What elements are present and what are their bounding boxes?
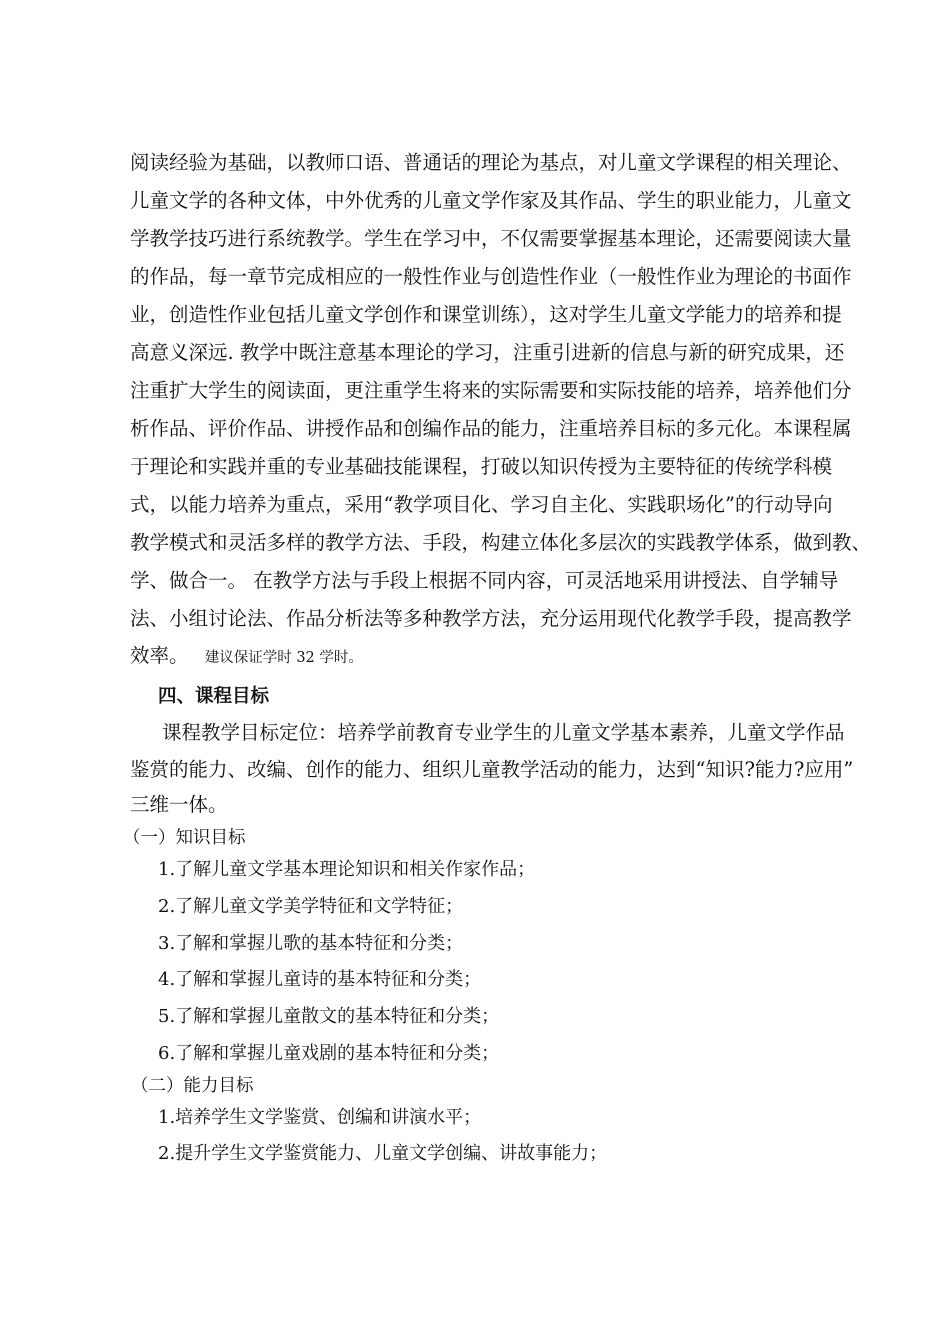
knowledge-goal-item: 4.了解和掌握儿童诗的基本特征和分类； — [158, 969, 482, 990]
paragraph-line: 学、做合一。 在教学方法与手段上根据不同内容，可灵活地采用讲授法、自学辅导 — [130, 569, 839, 592]
intro-line: 鉴赏的能力、改编、创作的能力、组织儿童教学活动的能力，达到“知识?能力?应用” — [130, 758, 854, 781]
knowledge-goals-heading: （一）知识目标 — [123, 828, 246, 848]
paragraph-line: 高意义深远. 教学中既注意基本理论的学习，注重引进新的信息与新的研究成果，还 — [130, 341, 845, 364]
paragraph-line: 业，创造性作业包括儿童文学创作和课堂训练），这对学生儿童文学能力的培养和提 — [130, 303, 842, 326]
knowledge-goal-item: 5.了解和掌握儿童散文的基本特征和分类； — [158, 1006, 500, 1027]
paragraph-line: 注重扩大学生的阅读面，更注重学生将来的实际需要和实际技能的培养，培养他们分 — [130, 379, 852, 402]
knowledge-goal-item: 1.了解儿童文学基本理论知识和相关作家作品； — [158, 859, 536, 880]
intro-line: 课程教学目标定位：培养学前教育专业学生的儿童文学基本素养，儿童文学作品 — [162, 721, 845, 744]
paragraph-line: 析作品、评价作品、讲授作品和创编作品的能力，注重培养目标的多元化。本课程属 — [130, 417, 852, 440]
paragraph-last-line-main: 效率。 — [130, 644, 189, 667]
paragraph-line: 教学模式和灵活多样的教学方法、手段，构建立体化多层次的实践教学体系，做到教、 — [130, 531, 872, 554]
paragraph-line: 于理论和实践并重的专业基础技能课程，打破以知识传授为主要特征的传统学科模 — [130, 455, 833, 478]
ability-goal-item: 2.提升学生文学鉴赏能力、儿童文学创编、讲故事能力； — [158, 1143, 608, 1164]
paragraph-line: 儿童文学的各种文体，中外优秀的儿童文学作家及其作品、学生的职业能力，儿童文 — [130, 189, 852, 212]
knowledge-goal-item: 3.了解和掌握儿歌的基本特征和分类； — [158, 933, 464, 954]
paragraph-line: 法、小组讨论法、作品分析法等多种教学方法，充分运用现代化教学手段，提高教学 — [130, 607, 852, 630]
section-heading: 四、课程目标 — [158, 686, 270, 707]
knowledge-goal-item: 6.了解和掌握儿童戏剧的基本特征和分类； — [158, 1043, 500, 1064]
ability-goal-item: 1.培养学生文学鉴赏、创编和讲演水平； — [158, 1107, 482, 1128]
paragraph-last-line — [130, 643, 363, 671]
paragraph-line: 学教学技巧进行系统教学。学生在学习中，不仅需要掌握基本理论，还需要阅读大量 — [130, 227, 852, 250]
intro-line: 三维一体。 — [130, 793, 228, 816]
paragraph-line: 的作品，每一章节完成相应的一般性作业与创造性作业（一般性作业为理论的书面作 — [130, 265, 852, 288]
study-hours-note: 建议保证学时 32 学时。 — [204, 650, 363, 666]
ability-goals-heading: （二）能力目标 — [131, 1076, 254, 1096]
paragraph-line: 式，以能力培养为重点，采用“教学项目化、学习自主化、实践职场化”的行动导向 — [130, 493, 833, 516]
knowledge-goal-item: 2.了解儿童文学美学特征和文学特征； — [158, 896, 464, 917]
paragraph-line: 阅读经验为基础，以教师口语、普通话的理论为基点，对儿童文学课程的相关理论、 — [130, 151, 852, 174]
